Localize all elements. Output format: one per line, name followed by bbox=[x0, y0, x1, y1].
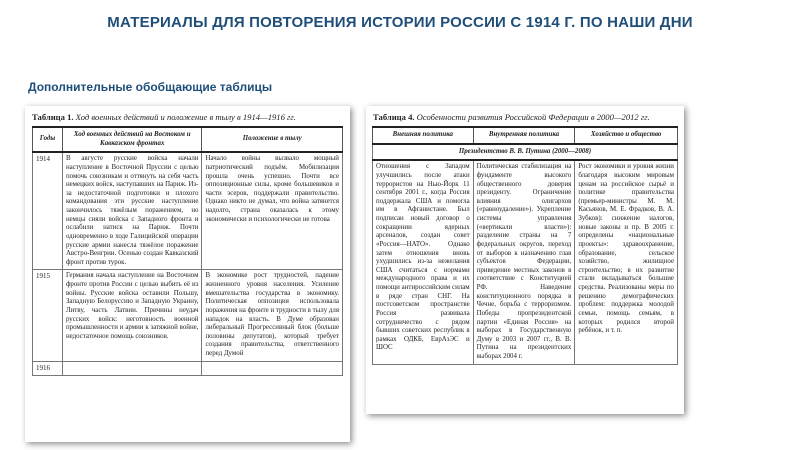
presidency-row bbox=[373, 144, 678, 161]
table1-header-rear: Положение в тылу bbox=[202, 127, 343, 152]
table1-caption bbox=[25, 106, 350, 126]
table4-header-domestic: Внутренняя политика bbox=[473, 127, 575, 144]
table4-header-economy: Хозяйство и общество bbox=[575, 127, 678, 144]
year-cell: 1915 bbox=[33, 270, 63, 361]
rear-cell bbox=[202, 361, 343, 375]
table-row bbox=[373, 160, 678, 364]
domestic-policy-cell: Политическая стабилизация на фундаменте высокого общественного доверия президенту. Ограничение влияния олигархов («равноудаление»). Укрепление системы управления («вертикали власти»): разделение страны на 7 федеральных округов, переход от выборов к назначению глав субъектов Федерации, приведение местных законов в соответствие с Конституцией РФ. Наведение конституционного порядка в Чечне, борьба с терроризмом. Победы пропрезидентской партии «Единая Россия» на выборах в Государственную Думу в 2003 и 2007 гг., В. В. Путина на президентских выборах 2004 г. bbox=[473, 160, 575, 364]
slide-title: МАТЕРИАЛЫ ДЛЯ ПОВТОРЕНИЯ ИСТОРИИ РОССИИ С 1914 Г. ПО НАШИ ДНИ bbox=[107, 14, 693, 31]
foreign-policy-cell: Отношения с Западом улучшились после атаки террористов на Нью-Йорк 11 сентября 2001 г., когда Россия поддержала США и помогла им в Афганистане. Был подписан новый договор о сокращении ядерных арсеналов, создан совет «Россия—НАТО». Однако затем отношения вновь ухудшились из-за нежелания США считаться с нормами международного права и их помощи антироссийским силам в ряде стран СНГ. На постсоветском пространстве Россия развивала сотрудничество с рядом бывших советских республик в рамках ОДКБ, ЕврАзЭС и ШОС bbox=[373, 160, 474, 364]
table4-caption bbox=[366, 106, 684, 126]
rear-cell: В экономике рост трудностей, падение жизненного уровня населения. Усиление вмешательства государства в экономику. Политическая оппозиция использовала поражения на фронте и трудности в тылу для нападок на власть. В Думе образован либеральный Прогрессивный блок (больше половины депутатов), который требует создания правительства, ответственного перед Думой bbox=[202, 270, 343, 361]
rear-cell: Начало войны вызвало мощный патриотический подъём. Мобилизация прошла очень успешно. Почти все оппозиционные силы, кроме большевиков и части эсеров, поддержали правительство. Однако никто не думал, что война затянется надолго, страна оказалась к этому экономически и психологически не готова bbox=[202, 152, 343, 270]
table4-caption-text: Особенности развития Российской Федерации в 2000—2012 гг. bbox=[416, 112, 650, 122]
table-row bbox=[33, 270, 343, 361]
table1 bbox=[32, 126, 343, 376]
economy-society-cell: Рост экономики и уровня жизни благодаря высоким мировым ценам на российское сырьё и политике правительства (премьер-министры М. М. Касьянов, М. Е. Фрадков, В. А. Зубков): снижение налогов, новые законы и пр. В 2005 г. определены «национальные проекты»: здравоохранение, образование, сельское хозяйство, жилищное строительство; в их развитие стали вкладываться большие средства. Реализованы меры по решению демографических проблем: поддержка молодой семьи, помощь семьям, в которых родился второй ребёнок, и т. п. bbox=[575, 160, 678, 364]
presidency-label: Президентство В. В. Путина (2000—2008) bbox=[373, 144, 678, 161]
table-row bbox=[33, 361, 343, 375]
front-cell: В августе русские войска начали наступление в Восточной Пруссии с целью помочь союзникам и оттянуть на себя часть немецких войск, наступавших на Париж. Из-за недостаточной подготовки и плохого командования эти русские наступление закончилось тяжёлым поражением, но немцы сняли войска с Западного фронта и ослабили натиск на Париж. Почти одновременно в ходе Галицийской операции русские армии нанесла тяжёлое поражение Австро-Венгрии. Осенью создан Кавказский фронт против турок. bbox=[62, 152, 202, 270]
table1-header-front: Ход военных действий на Востоком и Кавказском фронтах bbox=[62, 127, 202, 152]
year-cell: 1914 bbox=[33, 152, 63, 270]
front-cell: Германия начала наступление на Восточном фронте против России с целью выбить её из войны. Русские войска оставили Польшу, Западную Белоруссию и Западную Украину, Литву, часть Латвии. Причины неудач русских войск: неготовность военной промышленности и армии к затяжной войне, недостаточное помощь союзников. bbox=[62, 270, 202, 361]
table4-header-foreign: Внешняя политика bbox=[373, 127, 474, 144]
table1-label: Таблица 1. bbox=[32, 112, 74, 122]
table4-scan bbox=[366, 106, 684, 414]
table4-label: Таблица 4. bbox=[373, 112, 415, 122]
table1-caption-text: Ход военных действий и положение в тылу в 1914—1916 гг. bbox=[75, 112, 296, 122]
table4 bbox=[372, 126, 678, 365]
table-row bbox=[33, 152, 343, 270]
table1-scan bbox=[25, 106, 350, 442]
year-cell: 1916 bbox=[33, 361, 63, 375]
slide-subtitle: Дополнительные обобщающие таблицы bbox=[28, 80, 273, 94]
front-cell bbox=[62, 361, 202, 375]
table1-header-years: Годы bbox=[33, 127, 63, 152]
